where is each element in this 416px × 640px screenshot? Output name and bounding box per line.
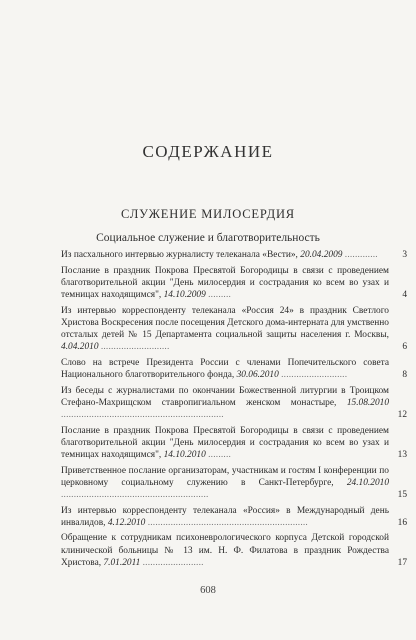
toc-entry-date: 14.10.2010	[163, 450, 206, 460]
dot-leader: ..........................	[281, 370, 348, 380]
table-of-contents	[61, 249, 407, 572]
toc-entry	[61, 305, 407, 354]
toc-entry-date: 24.10.2010	[346, 477, 389, 488]
toc-entry	[61, 265, 407, 302]
subsection-title: Социальное служение и благотворительность	[96, 232, 320, 244]
page-number: 608	[200, 585, 216, 596]
toc-entry	[61, 505, 407, 529]
toc-page-number: 12	[397, 410, 407, 420]
toc-page-number: 8	[402, 370, 407, 380]
toc-entry-text: Обращение к сотрудникам психоневрологического корпуса Детской городской клинической больницы № 13 им. Н. Ф. Филатова в праздник Рождества Христова,	[61, 533, 389, 568]
dot-leader: ...........................	[100, 342, 170, 353]
toc-entry-text: Из интервью корреспонденту телеканала «Россия» в Международный день инвалидов,	[61, 505, 389, 528]
toc-entry	[61, 465, 407, 502]
toc-entry-date: 20.04.2009	[300, 250, 343, 260]
toc-page-number: 4	[402, 290, 407, 300]
toc-entry-text: Послание в праздник Покрова Пресвятой Богородицы в связи с проведением благотворительной акции "День милосердия и сострадания ко всем во узах и темницах находящимся",	[61, 265, 389, 300]
toc-entry-date: 7.01.2011	[103, 557, 141, 568]
toc-entry-date: 15.08.2010	[346, 397, 389, 408]
toc-entry	[61, 249, 407, 261]
dot-leader: ................................................................	[61, 410, 224, 420]
toc-entry-text: Из пасхального интервью журналисту телеканала «Вести»,	[61, 250, 298, 260]
toc-entry-text: Из интервью корреспонденту телеканала «Россия 24» в праздник Светлого Христова Воскресения после посещения Детского дома-интерната для умственно отсталых детей № 15 Департамента социальной защиты населения г. Москвы,	[61, 305, 389, 340]
toc-entry-date: 4.04.2010	[61, 342, 99, 353]
toc-entry-date: 14.10.2009	[163, 290, 206, 300]
toc-page-number: 3	[402, 250, 407, 260]
dot-leader: ........................	[142, 557, 204, 568]
dot-leader: .............	[344, 250, 378, 260]
toc-page-number: 13	[397, 450, 407, 460]
toc-page-number: 17	[397, 557, 407, 568]
toc-entry-text: Приветственное послание организаторам, участникам и гостям I конференции по церковному социальному служению в Санкт-Петербурге,	[61, 465, 389, 488]
toc-entry-text: Слово на встрече Президента России с членами Попечительского совета Национального благотворительного фонда,	[61, 357, 389, 380]
dot-leader: ..........................................................	[61, 490, 209, 500]
toc-entry	[61, 425, 407, 462]
toc-entry	[61, 532, 407, 569]
toc-entry-date: 30.06.2010	[236, 370, 279, 380]
toc-entry-date: 4.12.2010	[107, 517, 146, 528]
toc-page-number: 15	[397, 490, 407, 500]
toc-page-number: 16	[397, 517, 407, 528]
dot-leader: ...............................................................	[147, 517, 308, 528]
toc-entry-text: Послание в праздник Покрова Пресвятой Богородицы в связи с проведением благотворительной акции "День милосердия и сострадания ко всем во узах и темницах находящимся",	[61, 425, 389, 460]
toc-entry	[61, 385, 407, 422]
toc-page-number: 6	[402, 342, 407, 353]
toc-entry-text: Из беседы с журналистами по окончании Божественной литургии в Троицком Стефано-Махрищском ставропигиальном женском монастыре,	[61, 385, 389, 408]
dot-leader: .........	[208, 290, 232, 300]
dot-leader: .........	[208, 450, 232, 460]
section-title: СЛУЖЕНИЕ МИЛОСЕРДИЯ	[121, 207, 295, 221]
page-title: СОДЕРЖАНИЕ	[142, 142, 274, 161]
toc-entry	[61, 357, 407, 381]
